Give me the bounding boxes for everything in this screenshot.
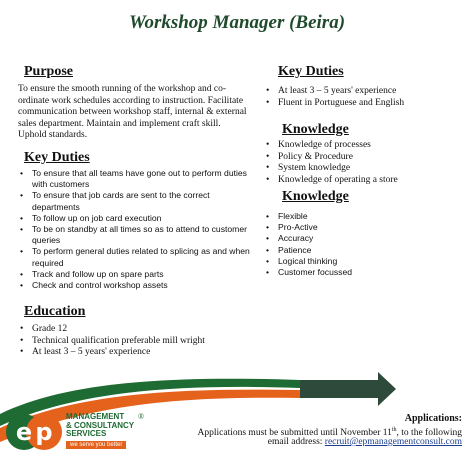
list-item: • Check and control workshop assets bbox=[18, 280, 250, 291]
list-item: • Pro-Active bbox=[264, 222, 469, 233]
list-item: • To be on standby at all times so as to attend to customer queries bbox=[18, 224, 250, 246]
list-item: • Accuracy bbox=[264, 233, 469, 244]
logo-mark-e: e bbox=[15, 418, 33, 446]
page-title: Workshop Manager (Beira) bbox=[128, 12, 346, 33]
list-item: • Technical qualification preferable mill wright bbox=[18, 336, 250, 348]
tagline: we serve you better bbox=[70, 442, 123, 448]
list-item: • To ensure that job cards are sent to the correct departments bbox=[18, 190, 250, 212]
logo-mark bbox=[0, 0, 1, 1]
list-item: • Patience bbox=[264, 245, 469, 256]
key-duties-heading: Key Duties bbox=[24, 150, 90, 165]
list-item: • Track and follow up on spare parts bbox=[18, 269, 250, 280]
list-item: • System knowledge bbox=[264, 163, 469, 175]
email-link[interactable]: recruit@epmanagementconsult.com bbox=[324, 437, 462, 447]
list-item: • Policy & Procedure bbox=[264, 152, 469, 164]
knowledge-2-list bbox=[264, 211, 469, 278]
knowledge-list bbox=[264, 140, 469, 186]
list-item: • Fluent in Portuguese and English bbox=[264, 98, 469, 110]
knowledge-2-heading: Knowledge bbox=[282, 189, 349, 204]
company-name-line2: & CONSULTANCY bbox=[66, 420, 135, 430]
list-item: • Logical thinking bbox=[264, 256, 469, 267]
key-duties-list bbox=[18, 168, 250, 291]
list-item: • Knowledge of operating a store bbox=[264, 175, 469, 187]
company-logo-icon bbox=[4, 404, 64, 460]
arrow-icon bbox=[378, 372, 396, 406]
education-heading: Education bbox=[24, 304, 86, 319]
registered-mark: ® bbox=[138, 412, 145, 421]
list-item: • Flexible bbox=[264, 211, 469, 222]
email-label: email address: bbox=[267, 437, 325, 447]
list-item: • Customer focussed bbox=[264, 267, 469, 278]
knowledge-heading: Knowledge bbox=[282, 122, 349, 137]
list-item: • At least 3 – 5 years' experience bbox=[264, 86, 469, 98]
applications-line1-text: Applications must be submitted until November 11 bbox=[197, 428, 392, 439]
tagline-badge bbox=[66, 441, 126, 449]
list-item: • Grade 12 bbox=[18, 324, 250, 336]
list-item: • At least 3 – 5 years' experience bbox=[18, 347, 250, 359]
applications-label: Applications: bbox=[404, 413, 462, 424]
company-name-line3: SERVICES bbox=[66, 429, 107, 439]
applications-line1-after: , to the following bbox=[396, 428, 462, 439]
list-item: • To perform general duties related to splicing as and when required bbox=[18, 246, 250, 268]
applications-line1-sup: th bbox=[391, 427, 397, 433]
key-duties-right-list bbox=[264, 86, 469, 109]
logo-mark-p: p bbox=[35, 418, 53, 446]
key-duties-right-heading: Key Duties bbox=[278, 64, 344, 79]
purpose-text: To ensure the smooth running of the workshop and co-ordinate work schedules according to instruction. Facilitate communication between workshop staff, internal & external sales department. Maintain and implement craft skill. Uphold standards. bbox=[18, 84, 247, 140]
purpose-heading: Purpose bbox=[24, 64, 73, 79]
list-item: • Knowledge of processes bbox=[264, 140, 469, 152]
company-name-line1: MANAGEMENT bbox=[66, 412, 125, 421]
applications-line2 bbox=[162, 436, 462, 448]
list-item: • To follow up on job card execution bbox=[18, 213, 250, 224]
education-list bbox=[18, 324, 250, 359]
company-name bbox=[66, 413, 134, 439]
list-item: • To ensure that all teams have gone out to perform duties with customers bbox=[18, 168, 250, 190]
